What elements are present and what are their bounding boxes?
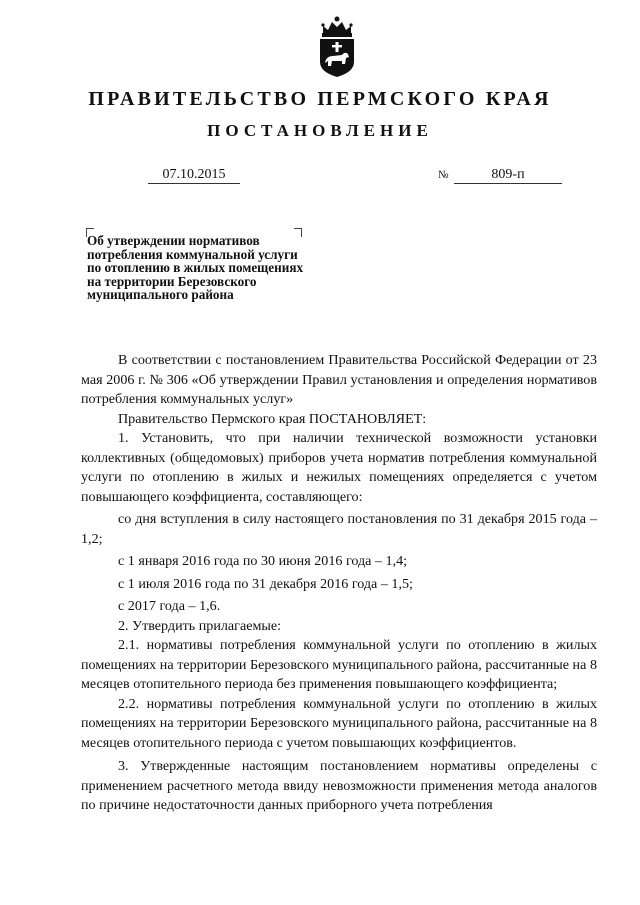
government-title: ПРАВИТЕЛЬСТВО ПЕРМСКОГО КРАЯ <box>88 88 552 110</box>
body-paragraph: со дня вступления в силу настоящего постановления по 31 декабря 2015 года – 1,2; <box>81 511 597 547</box>
body-paragraph: Правительство Пермского края ПОСТАНОВЛЯЕТ: <box>118 410 427 427</box>
document-date: 07.10.2015 <box>148 166 240 184</box>
body-paragraph: 2. Утвердить прилагаемые: <box>118 617 282 634</box>
document-type: ПОСТАНОВЛЕНИЕ <box>207 121 433 140</box>
body-paragraph: В соответствии с постановлением Правительства Российской Федерации от 23 мая 2006 г. № 306 «Об утверждении Правил установления и определения нормативов потребления коммунальных услуг» <box>81 352 597 407</box>
body-paragraph: 1. Установить, что при наличии технической возможности установки коллективных (общедомовых) приборов учета норматив потребления коммунальной услуги по отоплению в жилых и нежилых помещениях определяется с учетом повышающего коэффициента, составляющего: <box>81 430 597 505</box>
body-paragraph: 2.2. нормативы потребления коммунальной услуги по отоплению в жилых помещениях на территории Березовского муниципального района, рассчитанные на 8 месяцев отопительного периода с учетом повышающих коэффициентов. <box>81 695 597 751</box>
document-body <box>81 351 597 816</box>
document-number-block <box>438 166 562 184</box>
number-sign: № <box>438 169 449 181</box>
body-paragraph: с 1 января 2016 года по 30 июня 2016 года – 1,4; <box>118 553 408 569</box>
document-number: 809-п <box>454 166 562 184</box>
body-paragraph: с 1 июля 2016 года по 31 декабря 2016 года – 1,5; <box>118 575 413 592</box>
perm-krai-coat-of-arms-icon <box>314 14 360 78</box>
body-paragraph: 2.1. нормативы потребления коммунальной услуги по отоплению в жилых помещениях на территории Березовского муниципального района, рассчитанные на 8 месяцев отопительного периода без применения повышающего коэффициента; <box>81 637 597 692</box>
document-subject: Об утверждении нормативов потребления коммунальной услуги по отоплению в жилых помещениях на территории Березовского муниципального района <box>87 233 304 303</box>
body-paragraph: с 2017 года – 1,6. <box>118 598 221 614</box>
body-paragraph: 3. Утвержденные настоящим постановлением нормативы определены с применением расчетного метода ввиду невозможности применения метода аналогов по причине недостаточности данных приборного учета потребления <box>81 758 597 813</box>
